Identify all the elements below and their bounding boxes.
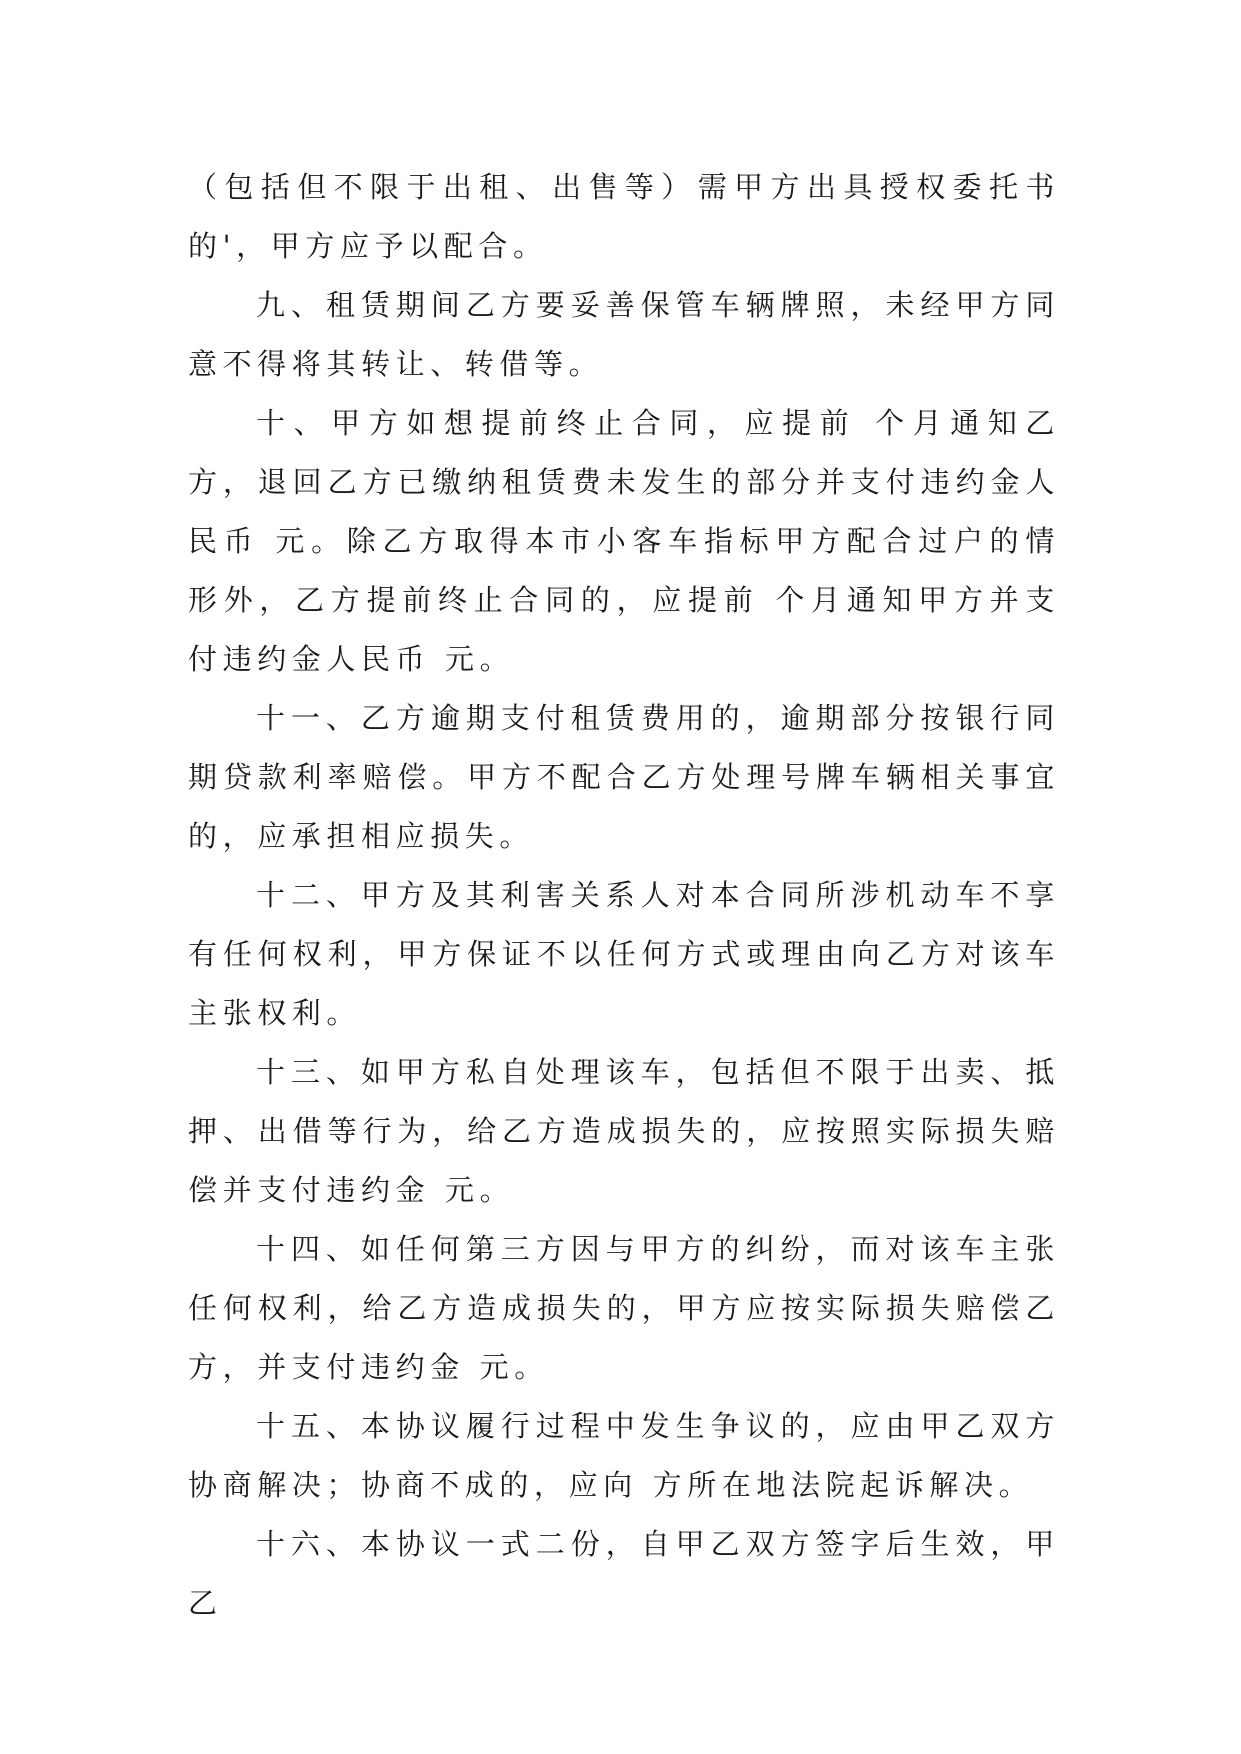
paragraph-continuation: （包括但不限于出租、出售等）需甲方出具授权委托书的'，甲方应予以配合。 xyxy=(188,170,1060,263)
paragraph-clause-9: 九、租赁期间乙方要妥善保管车辆牌照，未经甲方同意不得将其转让、转借等。 xyxy=(188,288,1060,381)
paragraph-clause-13: 十三、如甲方私自处理该车，包括但不限于出卖、抵押、出借等行为，给乙方造成损失的，应按照实际损失赔偿并支付违约金 元。 xyxy=(188,1055,1060,1207)
paragraph-clause-11: 十一、乙方逾期支付租赁费用的，逾期部分按银行同期贷款利率赔偿。甲方不配合乙方处理号牌车辆相关事宜的，应承担相应损失。 xyxy=(188,701,1060,853)
document-body xyxy=(188,158,1060,1633)
paragraph-clause-16: 十六、本协议一式二份，自甲乙双方签字后生效，甲乙 xyxy=(188,1527,1060,1620)
paragraph-clause-14: 十四、如任何第三方因与甲方的纠纷，而对该车主张任何权利，给乙方造成损失的，甲方应按实际损失赔偿乙方，并支付违约金 元。 xyxy=(188,1232,1060,1384)
paragraph-clause-12: 十二、甲方及其利害关系人对本合同所涉机动车不享有任何权利，甲方保证不以任何方式或理由向乙方对该车主张权利。 xyxy=(188,878,1060,1030)
paragraph-clause-15: 十五、本协议履行过程中发生争议的，应由甲乙双方协商解决；协商不成的，应向 方所在地法院起诉解决。 xyxy=(188,1409,1060,1502)
paragraph-clause-10: 十、甲方如想提前终止合同，应提前 个月通知乙方，退回乙方已缴纳租赁费未发生的部分并支付违约金人民币 元。除乙方取得本市小客车指标甲方配合过户的情形外，乙方提前终止合同的，应提前 个月通知甲方并支付违约金人民币 元。 xyxy=(188,406,1060,676)
